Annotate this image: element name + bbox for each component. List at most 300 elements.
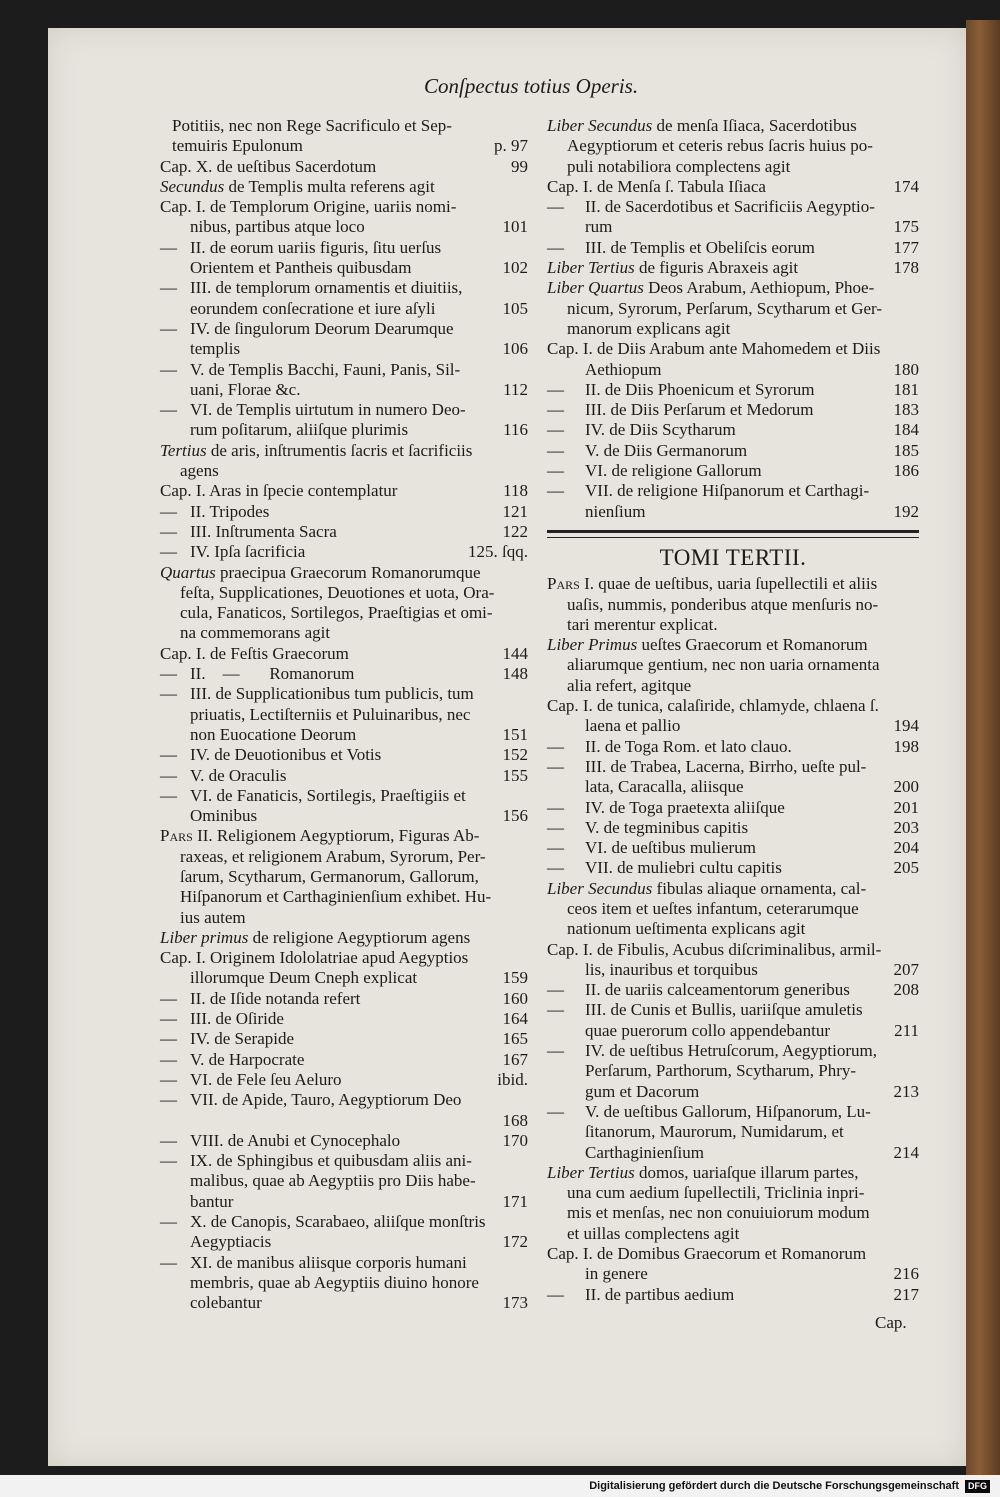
entry-text: V. de Oraculis [190,765,287,785]
entry-text: agens [180,461,219,481]
toc-entry [547,1264,919,1284]
toc-entry [547,1061,919,1081]
dash-mark: — [547,756,564,776]
toc-entry [547,157,919,177]
entry-text: et uillas complectens agit [567,1223,740,1243]
entry-text: Aegyptiorum et ceteris rebus ſacris huius po- [567,136,873,156]
entry-text: na commemorans agit [180,623,331,643]
entry-text: III. de templorum ornamentis et diuitiis, [190,278,463,298]
entry-text: temuiris Epulonum [172,136,303,156]
toc-entry [547,177,919,197]
toc-entry [547,696,919,716]
toc-entry [160,1050,528,1070]
entry-text: Cap. I. Aras in ſpecie contemplatur [160,481,398,501]
page-number: 192 [893,501,919,521]
page-number: 171 [502,1191,528,1211]
toc-entry [547,615,919,635]
entry-text: VI. de religione Gallorum [585,461,762,481]
entry-text: Cap. I. de Menſa ſ. Tabula Iſiaca [547,176,766,196]
dash-mark: — [547,817,564,837]
entry-text: IV. de Toga praetexta aliiſque [585,797,785,817]
page-number: 164 [502,1009,528,1029]
entry-text: IV. de Diis Scytharum [585,420,736,440]
toc-entry [160,948,528,968]
toc-entry [547,1122,919,1142]
page-number: 211 [894,1020,919,1040]
toc-entry [547,899,919,919]
entry-text: III. de Cunis et Bullis, uariiſque amuletis [585,1000,863,1020]
entry-text: Liber Secundus de menſa Iſiaca, Sacerdotibus [547,116,857,135]
toc-entry [547,238,919,258]
entry-text: una cum aedium ſupellectili, Triclinia inpri- [567,1183,865,1203]
toc-entry [547,1000,919,1020]
toc-entry [160,786,528,806]
entry-text: VIII. de Anubi et Cynocephalo [190,1130,401,1150]
entry-text: IV. Ipſa ſacrificia [190,542,306,562]
toc-entry [160,1090,528,1110]
entry-text: priuatis, Lectiſterniis et Puluinaribus, nec [190,704,471,724]
page-number: 170 [502,1130,528,1150]
toc-entry [547,400,919,420]
entry-text: bantur [190,1191,234,1211]
dash-mark: — [160,1130,177,1150]
toc-entry [160,623,528,643]
toc-entry [160,1293,528,1313]
dash-mark: — [160,684,177,704]
running-head: Conſpectus totius Operis. [424,74,639,98]
page-number: 151 [502,724,528,744]
toc-entry [160,1171,528,1191]
entry-text: lata, Caracalla, aliisque [585,777,744,797]
dash-mark: — [547,980,564,1000]
page-number: 159 [502,968,528,988]
dash-mark: — [160,521,177,541]
page-number: 106 [502,339,528,359]
toc-entry [160,258,528,278]
entry-text: rum poſitarum, aliiſque plurimis [190,420,409,440]
entry-text: III. de Diis Perſarum et Medorum [585,400,814,420]
entry-text: illorumque Deum Cneph explicat [190,968,418,988]
entry-text: III. Inſtrumenta Sacra [190,521,337,541]
toc-entry [160,664,528,684]
entry-text: Liber Tertius domos, uariaſque illarum partes, [547,1162,859,1182]
page-number: 144 [502,643,528,663]
tomi-heading: TOMI TERTII. [659,544,807,570]
page-number: 172 [502,1232,528,1252]
entry-text: II. de Diis Phoenicum et Syrorum [585,379,815,399]
toc-entry [547,217,919,237]
toc-entry [160,1029,528,1049]
entry-text: V. de Diis Germanorum [585,440,748,460]
entry-text [190,1111,194,1130]
entry-text: X. de Canopis, Scarabaeo, aliiſque monſtris [190,1212,486,1232]
toc-entry [547,481,919,501]
dash-mark: — [547,237,564,257]
entry-text: Orientem et Pantheis quibusdam [190,258,412,278]
entry-text: aliarumque gentium, nec non uaria ornamenta [567,655,880,675]
entry-text: nienſium [585,501,646,521]
toc-entry [160,136,528,156]
entry-text: III. de Supplicationibus tum publicis, tum [190,684,474,704]
left-column [160,116,528,1314]
dash-mark: — [547,481,564,501]
entry-text: VII. de religione Hiſpanorum et Carthagi- [585,481,870,501]
entry-text: III. de Oſiride [190,1009,284,1029]
toc-entry [547,960,919,980]
toc-entry [547,655,919,675]
toc-entry [160,1273,528,1293]
page-number: 177 [893,237,919,257]
dash-mark: — [160,400,177,420]
page-number: 118 [503,481,528,501]
page-number: 174 [893,176,919,196]
entry-text: V. de Templis Bacchi, Fauni, Panis, Sil- [190,359,461,379]
toc-entry [160,278,528,298]
toc-entry [160,400,528,420]
toc-entry [547,1082,919,1102]
entry-text: VI. de Fanaticis, Sortilegis, Praeſtigiis et [190,785,466,805]
dash-mark: — [160,1212,177,1232]
entry-text: II. de Sacerdotibus et Sacrificiis Aegyptio- [585,197,875,217]
toc-entry [160,745,528,765]
catchword: Cap. [875,1313,907,1332]
entry-text: templis [190,339,241,359]
entry-text: non Euocatione Deorum [190,724,357,744]
toc-entry [160,583,528,603]
page-number: 116 [503,420,528,440]
toc-entry [160,766,528,786]
page-number: 194 [893,716,919,736]
page-number: 160 [502,988,528,1008]
page-number: 148 [502,664,528,684]
entry-text: manorum explicans agit [567,318,731,338]
entry-text: uani, Florae &c. [190,379,301,399]
toc-entry [160,360,528,380]
entry-text: V. de tegminibus capitis [585,817,749,837]
toc-entry [160,563,528,583]
toc-entry [160,502,528,522]
toc-entry [160,968,528,988]
toc-entry [160,238,528,258]
toc-entry [160,441,528,461]
entry-text: alia refert, agitque [567,675,692,695]
entry-text: Liber Primus ueſtes Graecorum et Romanorum [547,635,868,655]
toc-entry [547,777,919,797]
toc-entry [160,847,528,867]
dash-mark: — [160,745,177,765]
toc-entry [160,989,528,1009]
dash-mark: — [160,1009,177,1029]
toc-entry [547,1143,919,1163]
toc-entry [547,461,919,481]
toc-entry [547,940,919,960]
entry-text: Hiſpanorum et Carthaginienſium exhibet. Hu- [180,887,492,907]
toc-entry [547,441,919,461]
toc-entry [160,887,528,907]
entry-text: nicum, Syrorum, Perſarum, Scytharum et Ger- [567,298,883,318]
page-number: 186 [893,461,919,481]
entry-text: VI. de Fele ſeu Aeluro [190,1069,342,1089]
dash-mark: — [547,858,564,878]
entry-text: Perſarum, Parthorum, Scytharum, Phry- [585,1061,857,1081]
entry-text: IV. de Deuotionibus et Votis [190,745,382,765]
toc-entry [160,806,528,826]
entry-text: IX. de Sphingibus et quibusdam aliis ani- [190,1151,472,1171]
dash-mark: — [160,237,177,257]
toc-entry [547,1244,919,1264]
entry-text: raxeas, et religionem Arabum, Syrorum, Per- [180,846,486,866]
toc-entry [160,116,528,136]
entry-text: nibus, partibus atque loco [190,217,365,237]
toc-entry [160,644,528,664]
toc-entry [547,574,919,594]
toc-entry [160,177,528,197]
page-number: 200 [893,777,919,797]
entry-text: II. de partibus aedium [585,1284,735,1304]
page-number: 183 [893,400,919,420]
entry-text: II. de uariis calceamentorum generibus [585,980,850,1000]
dash-mark: — [547,736,564,756]
toc-entry [547,757,919,777]
entry-text: Pars I. quae de ueſtibus, uaria ſupellectili et aliis [547,574,878,594]
entry-text: III. de Trabea, Lacerna, Birrho, ueſte pul- [585,756,867,776]
page-number: 216 [893,1264,919,1284]
entry-text: Carthaginienſium [585,1142,704,1162]
entry-text: eorundem conſecratione et iure aſyli [190,298,436,318]
entry-text: ſitanorum, Maurorum, Numidarum, et [585,1122,844,1142]
dash-mark: — [160,988,177,1008]
entry-text: II. — Romanorum [190,664,355,684]
entry-text: Aegyptiacis [190,1232,272,1252]
page-number: 121 [502,501,528,521]
dfg-logo: DFG [965,1480,990,1493]
toc-entry [547,1224,919,1244]
entry-text: lis, inauribus et torquibus [585,959,758,979]
toc-entry [547,1163,919,1183]
page-number: 155 [502,765,528,785]
toc-entry [160,603,528,623]
toc-entry [547,858,919,878]
dash-mark: — [160,765,177,785]
entry-text: ſarum, Scytharum, Germanorum, Gallorum, [180,866,479,886]
toc-entry [160,705,528,725]
entry-text: nationum ueſtimenta explicans agit [567,919,806,939]
page-number: 217 [893,1284,919,1304]
entry-text: V. de Harpocrate [190,1049,305,1069]
toc-entry [547,319,919,339]
toc-entry [547,838,919,858]
toc-entry [160,522,528,542]
page-number: 175 [893,217,919,237]
dash-mark: — [160,1029,177,1049]
dash-mark: — [547,1284,564,1304]
dash-mark: — [547,379,564,399]
toc-entry [160,867,528,887]
entry-text: VII. de muliebri cultu capitis [585,858,782,878]
toc-entry [160,299,528,319]
page-number: 181 [893,379,919,399]
toc-entry [547,1183,919,1203]
entry-text: IV. de ueſtibus Hetruſcorum, Aegyptiorum, [585,1041,877,1061]
page-number: 184 [893,420,919,440]
entry-text: VII. de Apide, Tauro, Aegyptiorum Deo [190,1090,462,1110]
entry-text: Cap. I. de Feſtis Graecorum [160,643,349,663]
dash-mark: — [160,542,177,562]
toc-entry [160,380,528,400]
footer-text: Digitalisierung gefördert durch die Deutsche Forschungsgemeinschaft [589,1480,959,1492]
page-number: 214 [893,1142,919,1162]
toc-entry [160,1131,528,1151]
dash-mark: — [160,318,177,338]
page-number: 101 [502,217,528,237]
page-number: p. 97 [494,136,528,156]
toc-entry [160,1151,528,1171]
entry-text: malibus, quae ab Aegyptiis pro Diis habe- [190,1171,476,1191]
dash-mark: — [547,197,564,217]
dash-mark: — [547,1101,564,1121]
dash-mark: — [160,664,177,684]
toc-entry [160,908,528,928]
toc-entry [547,1041,919,1061]
page-number: 198 [893,736,919,756]
entry-text: Pars II. Religionem Aegyptiorum, Figuras Ab- [160,826,480,846]
entry-text: III. de Templis et Obeliſcis eorum [585,237,815,257]
toc-entry [160,684,528,704]
entry-text: mis et menſas, nec non conuiuiorum modum [567,1203,870,1223]
entry-text: cula, Fanaticos, Sortilegos, Praeſtigias et omi- [180,603,493,623]
toc-entry [547,716,919,736]
toc-entry [547,299,919,319]
entry-text: Quartus praecipua Graecorum Romanorumque [160,562,481,582]
toc-entry [160,928,528,948]
page-number: 152 [502,745,528,765]
entry-text: XI. de manibus aliisque corporis humani [190,1252,467,1272]
page-number: 205 [893,858,919,878]
entry-text: Cap. X. de ueſtibus Sacerdotum [160,156,377,176]
page-number: 185 [893,440,919,460]
entry-text: Ominibus [190,806,258,826]
right-column [547,116,919,1305]
toc-entry [547,1021,919,1041]
dash-mark: — [547,1041,564,1061]
toc-entry [547,798,919,818]
entry-text: II. de Iſide notanda refert [190,988,361,1008]
entry-text: in genere [585,1264,648,1284]
dash-mark: — [160,278,177,298]
entry-text: II. de eorum uariis figuris, ſitu uerſus [190,237,442,257]
dash-mark: — [160,1151,177,1171]
toc-entry [160,1232,528,1252]
entry-text: Liber primus de religione Aegyptiorum agens [160,927,471,947]
entry-text: Cap. I. Originem Idololatriae apud Aegyptios [160,948,469,968]
entry-text: feſta, Supplicationes, Deuotiones et uota, Ora- [180,582,495,602]
entry-text: quae puerorum collo appendebantur [585,1020,830,1040]
entry-text: puli notabiliora complectens agit [567,156,791,176]
toc-entry [547,136,919,156]
toc-entry [160,157,528,177]
entry-text: membris, quae ab Aegyptiis diuino honore [190,1272,479,1292]
toc-entry [547,676,919,696]
toc-entry [547,502,919,522]
page-number: 201 [893,797,919,817]
toc-entry [547,595,919,615]
toc-entry [160,826,528,846]
entry-text: VI. de Templis uirtutum in numero Deo- [190,400,466,420]
toc-entry [160,1212,528,1232]
dash-mark: — [160,1252,177,1272]
toc-entry [547,339,919,359]
entry-text: colebantur [190,1293,262,1313]
toc-entry [160,197,528,217]
dash-mark: — [547,838,564,858]
dash-mark: — [547,1000,564,1020]
entry-text: Cap. I. de Templorum Origine, uariis nomi- [160,197,457,217]
entry-text: V. de ueſtibus Gallorum, Hiſpanorum, Lu- [585,1101,871,1121]
dash-mark: — [160,785,177,805]
toc-entry [547,420,919,440]
toc-entry [160,1111,528,1131]
page-number: 207 [893,959,919,979]
toc-entry [160,481,528,501]
toc-entry [160,1009,528,1029]
entry-text: rum [585,217,613,237]
book-edge [966,20,1000,1475]
toc-entry [547,278,919,298]
entry-text: IV. de Serapide [190,1029,295,1049]
entry-text: Secundus de Templis multa referens agit [160,176,435,196]
toc-entry [160,461,528,481]
page-number: 173 [502,1293,528,1313]
toc-entry [547,197,919,217]
toc-entry [160,725,528,745]
page-number: 102 [502,258,528,278]
toc-entry [160,1253,528,1273]
entry-text: Cap. I. de Diis Arabum ante Mahomedem et Diis [547,339,881,359]
page-number: ibid. [497,1069,528,1089]
page-number: 168 [502,1110,528,1130]
toc-entry [547,635,919,655]
entry-text: II. de Toga Rom. et lato clauo. [585,736,792,756]
dash-mark: — [160,1049,177,1069]
dash-mark: — [160,1069,177,1089]
page-number: 156 [502,806,528,826]
footer-bar [0,1475,1000,1497]
toc-entry [547,879,919,899]
entry-text: Tertius de aris, inſtrumentis ſacris et ſacrificiis [160,440,473,460]
toc-entry [547,1102,919,1122]
toc-entry [160,1070,528,1090]
page-number: 208 [893,980,919,1000]
toc-entry [160,319,528,339]
toc-entry [547,818,919,838]
page-number: 178 [893,258,919,278]
dash-mark: — [547,420,564,440]
entry-text: II. Tripodes [190,501,270,521]
page-number: 204 [893,838,919,858]
dash-mark: — [160,501,177,521]
toc-entry [160,542,528,562]
toc-entry [547,1203,919,1223]
dash-mark: — [160,359,177,379]
entry-text: Liber Quartus Deos Arabum, Aethiopum, Phoe- [547,278,875,298]
entry-text: IV. de ſingulorum Deorum Dearumque [190,318,454,338]
toc-entry [547,980,919,1000]
entry-text: Cap. I. de Domibus Graecorum et Romanorum [547,1244,867,1264]
page-number: 99 [511,156,528,176]
double-rule [547,530,919,538]
entry-text: Liber Secundus fibulas aliaque ornamenta, cal- [547,878,867,898]
toc-entry [547,258,919,278]
